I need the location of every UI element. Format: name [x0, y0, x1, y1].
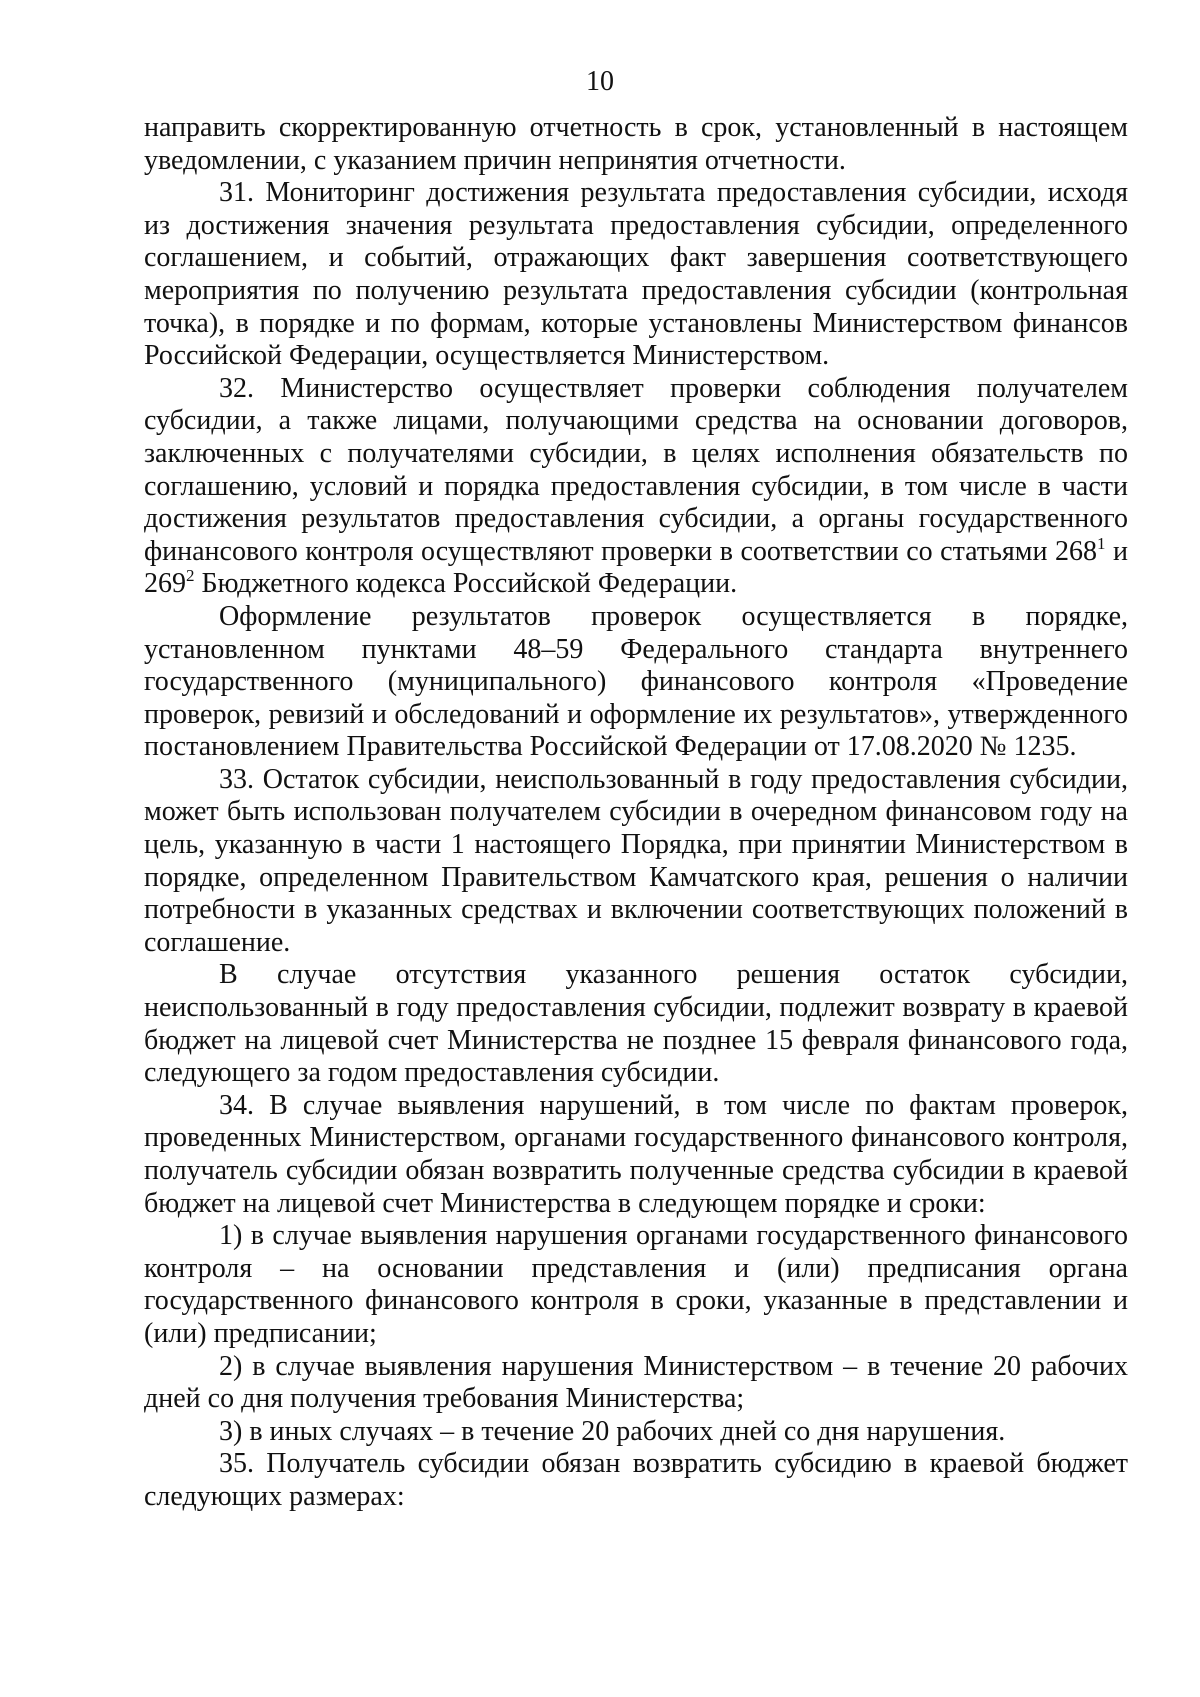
article-269-superscript: 2 — [186, 566, 195, 586]
paragraph-34: 34. В случае выявления нарушений, в том числе по фактам проверок, проведенных Министерством, органами государственного финансового контроля, получатель субсидии обязан возвратить полученные средства субсидии в краевой бюджет на лицевой счет Министерства в следующем порядке и сроки: — [144, 1089, 1128, 1219]
paragraph-32-end: Бюджетного кодекса Российской Федерации. — [194, 568, 738, 600]
paragraph-no-decision: В случае отсутствия указанного решения остаток субсидии, неиспользованный в году предоставления субсидии, подлежит возврату в краевой бюджет на лицевой счет Министерства не позднее 15 февраля финансового года, следующего за годом предоставления субсидии. — [144, 959, 1128, 1089]
paragraph-continuation: направить скорректированную отчетность в срок, установленный в настоящем уведомлении, с указанием причин непринятия отчетности. — [144, 112, 1128, 176]
paragraph-32-text: 32. Министерство осуществляет проверки соблюдения получателем субсидии, а также лицами, получающими средства на основании договоров, заключенных с получателями субсидии, в целях исполнения обязательств по соглашению, условий и порядка предоставления субсидии, в том числе в части достижения результатов предоставления субсидии, а органы государственного финансового контроля осуществляют проверки в соответствии со статьями 268 — [144, 372, 1128, 567]
paragraph-inspection-results: Оформление результатов проверок осуществляется в порядке, установленном пунктами 48–59 Федерального стандарта внутреннего государственного (муниципального) финансового контроля «Проведение проверок, ревизий и обследований и оформление их результатов», утвержденного постановлением Правительства Российской Федерации от 17.08.2020 № 1235. — [144, 600, 1128, 763]
page-number: 10 — [586, 66, 614, 97]
paragraph-33: 33. Остаток субсидии, неиспользованный в году предоставления субсидии, может быть использован получателем субсидии в очередном финансовом году на цель, указанную в части 1 настоящего Порядка, при принятии Министерством в порядке, определенном Правительством Камчатского края, решения о наличии потребности в указанных средствах и включении соответствующих положений в соглашение. — [144, 763, 1128, 958]
list-item-3: 3) в иных случаях – в течение 20 рабочих дней со дня нарушения. — [219, 1415, 1006, 1447]
document-body — [144, 112, 1128, 1514]
list-item-2: 2) в случае выявления нарушения Министерством – в течение 20 рабочих дней со дня получения требования Министерства; — [144, 1350, 1128, 1415]
paragraph-32-mid: и 269 — [144, 535, 1128, 600]
paragraph-35: 35. Получатель субсидии обязан возвратить субсидию в краевой бюджет следующих размерах: — [144, 1448, 1128, 1512]
paragraph-31: 31. Мониторинг достижения результата предоставления субсидии, исходя из достижения значения результата предоставления субсидии, определенного соглашением, и событий, отражающих факт завершения соответствующего мероприятия по получению результата предоставления субсидии (контрольная точка), в порядке и по формам, которые установлены Министерством финансов Российской Федерации, осуществляется Министерством. — [144, 177, 1128, 372]
article-268-superscript: 1 — [1096, 533, 1106, 553]
list-item-1: 1) в случае выявления нарушения органами государственного финансового контроля – на основании представления и (или) предписания органа государственного финансового контроля в сроки, указанные в представлении и (или) предписании; — [144, 1220, 1128, 1349]
paragraph-32 — [144, 373, 1128, 601]
